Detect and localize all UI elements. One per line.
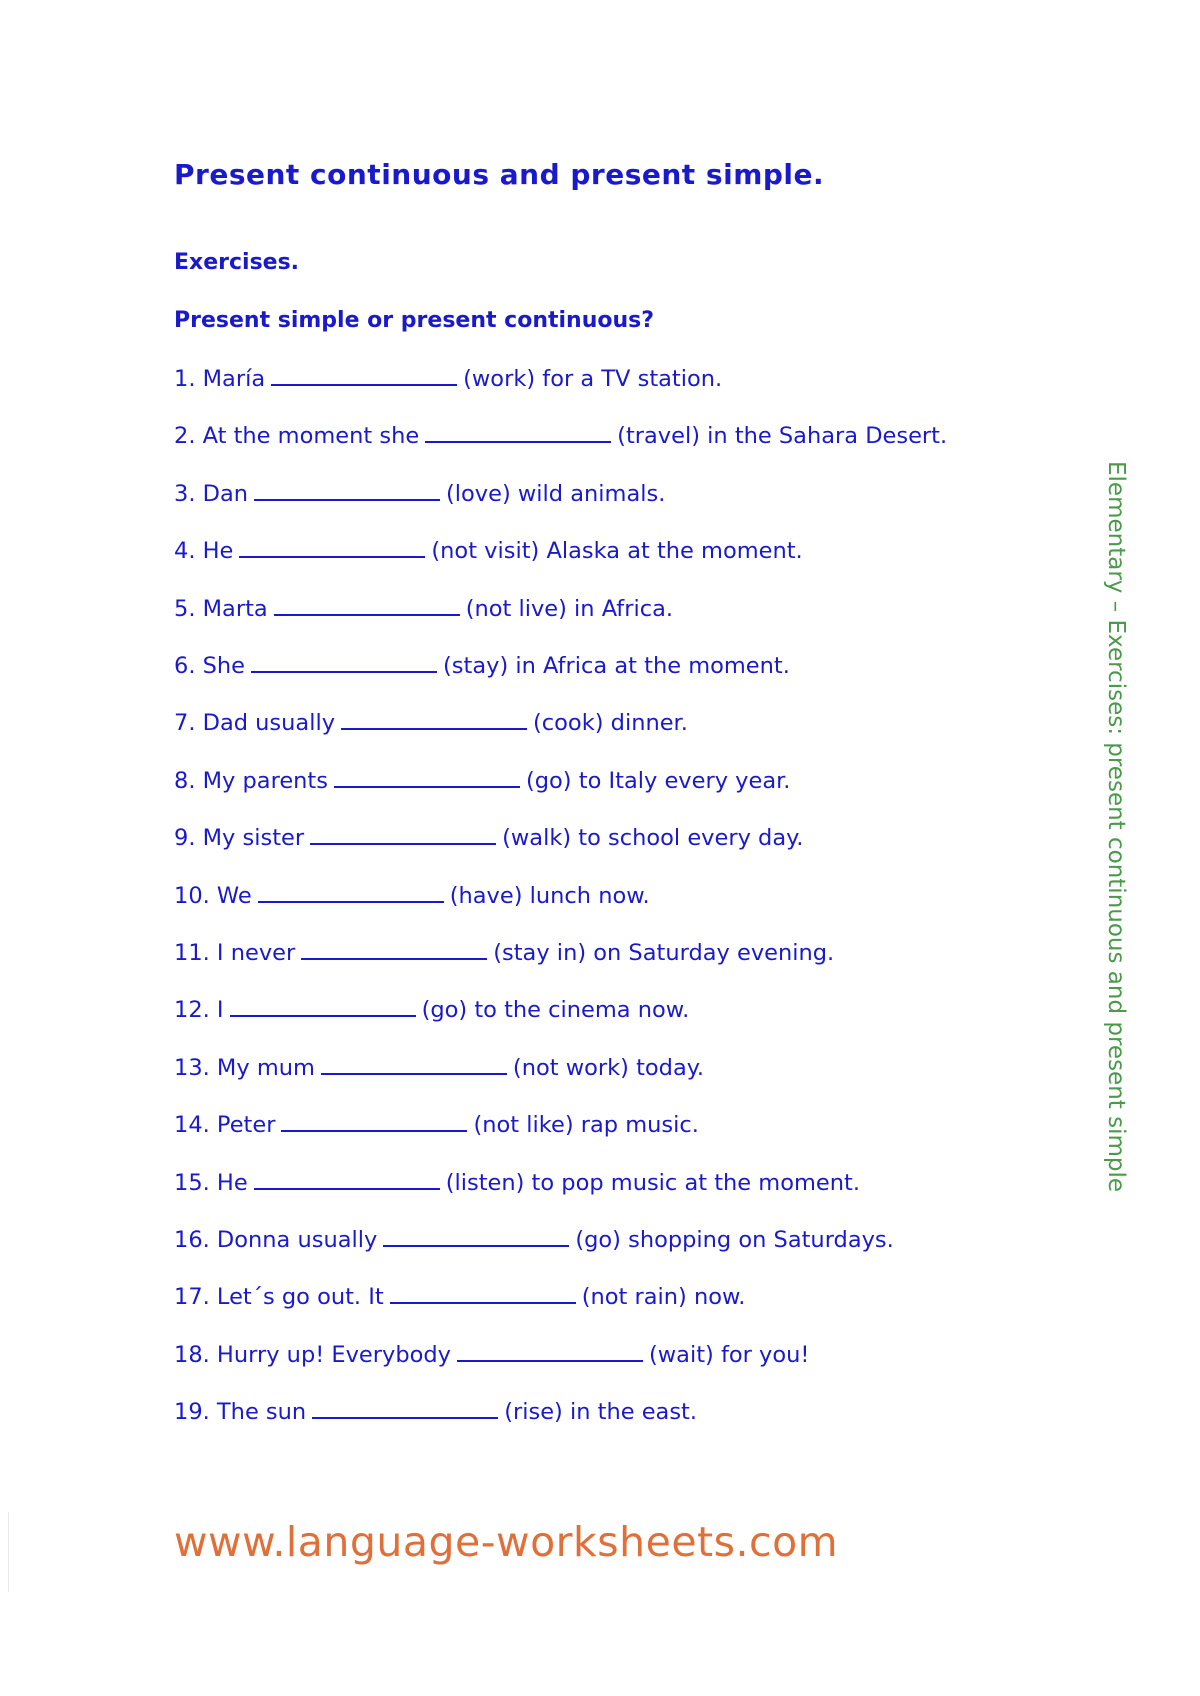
- exercise-item: [174, 479, 665, 509]
- answer-blank[interactable]: [254, 479, 440, 501]
- exercise-item: [174, 1282, 745, 1312]
- page-title: Present continuous and present simple.: [174, 158, 825, 191]
- exercise-prompt: 10. We: [174, 882, 252, 909]
- answer-blank[interactable]: [383, 1225, 569, 1247]
- exercise-item: [174, 421, 947, 451]
- answer-blank[interactable]: [321, 1053, 507, 1075]
- exercise-item: [174, 823, 803, 853]
- exercise-prompt: 12. I: [174, 997, 224, 1024]
- answer-blank[interactable]: [230, 995, 416, 1017]
- exercise-hint: (have) lunch now.: [449, 882, 650, 909]
- exercise-prompt: 16. Donna usually: [174, 1227, 378, 1253]
- exercise-item: [174, 1053, 704, 1083]
- exercise-hint: (listen) to pop music at the moment.: [445, 1169, 860, 1196]
- exercise-prompt: 14. Peter: [174, 1112, 276, 1139]
- exercise-prompt: 19. The sun: [174, 1399, 307, 1426]
- answer-blank[interactable]: [301, 938, 487, 960]
- exercise-prompt: 11. I never: [174, 940, 296, 966]
- exercise-hint: (not visit) Alaska at the moment.: [431, 538, 803, 565]
- exercise-prompt: 17. Let´s go out. It: [174, 1284, 384, 1311]
- exercise-item: [174, 995, 689, 1025]
- answer-blank[interactable]: [274, 594, 460, 616]
- answer-blank[interactable]: [271, 364, 457, 386]
- exercise-hint: (go) to the cinema now.: [421, 997, 690, 1024]
- exercise-item: [174, 594, 673, 624]
- exercise-hint: (not live) in Africa.: [465, 595, 674, 622]
- exercise-item: [174, 881, 650, 911]
- exercise-hint: (love) wild animals.: [446, 480, 666, 507]
- exercise-item: [174, 364, 722, 394]
- exercise-item: [174, 1225, 894, 1255]
- exercise-hint: (walk) to school every day.: [502, 825, 804, 852]
- exercise-prompt: 7. Dad usually: [174, 710, 336, 737]
- exercise-item: [174, 536, 803, 566]
- exercise-hint: (rise) in the east.: [504, 1399, 698, 1426]
- exercise-hint: (stay) in Africa at the moment.: [443, 653, 790, 679]
- exercise-hint: (wait) for you!: [649, 1341, 810, 1368]
- exercise-item: [174, 1340, 809, 1370]
- answer-blank[interactable]: [457, 1340, 643, 1362]
- exercise-prompt: 5. Marta: [174, 595, 268, 622]
- exercise-hint: (go) shopping on Saturdays.: [575, 1227, 894, 1253]
- exercise-prompt: 15. He: [174, 1169, 248, 1196]
- answer-blank[interactable]: [310, 823, 496, 845]
- exercise-hint: (not like) rap music.: [473, 1112, 699, 1139]
- answer-blank[interactable]: [425, 421, 611, 443]
- instruction-heading: Present simple or present continuous?: [174, 308, 655, 333]
- exercise-hint: (not rain) now.: [581, 1284, 746, 1311]
- exercise-hint: (stay in) on Saturday evening.: [493, 940, 835, 966]
- exercise-hint: (not work) today.: [512, 1054, 704, 1081]
- exercise-item: [174, 651, 790, 681]
- exercises-heading: Exercises.: [174, 250, 300, 275]
- answer-blank[interactable]: [281, 1110, 467, 1132]
- exercise-prompt: 8. My parents: [174, 767, 328, 794]
- exercise-prompt: 18. Hurry up! Everybody: [174, 1341, 451, 1368]
- answer-blank[interactable]: [334, 766, 520, 788]
- answer-blank[interactable]: [390, 1282, 576, 1304]
- exercise-prompt: 6. She: [174, 653, 246, 679]
- answer-blank[interactable]: [312, 1397, 498, 1419]
- answer-blank[interactable]: [341, 708, 527, 730]
- exercise-item: [174, 766, 790, 796]
- exercise-hint: (go) to Italy every year.: [525, 767, 791, 794]
- exercise-item: [174, 1168, 860, 1198]
- exercise-prompt: 3. Dan: [174, 480, 248, 507]
- exercise-prompt: 4. He: [174, 538, 234, 565]
- exercise-item: [174, 1110, 699, 1140]
- exercise-hint: (cook) dinner.: [533, 710, 688, 737]
- exercise-prompt: 13. My mum: [174, 1054, 315, 1081]
- side-caption: Elementary – Exercises: present continuous and present simple: [1103, 461, 1129, 1193]
- answer-blank[interactable]: [254, 1168, 440, 1190]
- exercise-prompt: 9. My sister: [174, 825, 305, 852]
- exercise-hint: (work) for a TV station.: [463, 366, 723, 392]
- exercise-prompt: 2. At the moment she: [174, 423, 420, 450]
- footer-url: www.language-worksheets.com: [174, 1518, 839, 1566]
- answer-blank[interactable]: [258, 881, 444, 903]
- exercise-item: [174, 1397, 697, 1427]
- exercise-item: [174, 708, 688, 738]
- exercise-prompt: 1. María: [174, 366, 266, 392]
- exercise-item: [174, 938, 834, 968]
- answer-blank[interactable]: [251, 651, 437, 673]
- exercise-hint: (travel) in the Sahara Desert.: [617, 423, 948, 450]
- margin-line: [8, 1512, 9, 1592]
- answer-blank[interactable]: [239, 536, 425, 558]
